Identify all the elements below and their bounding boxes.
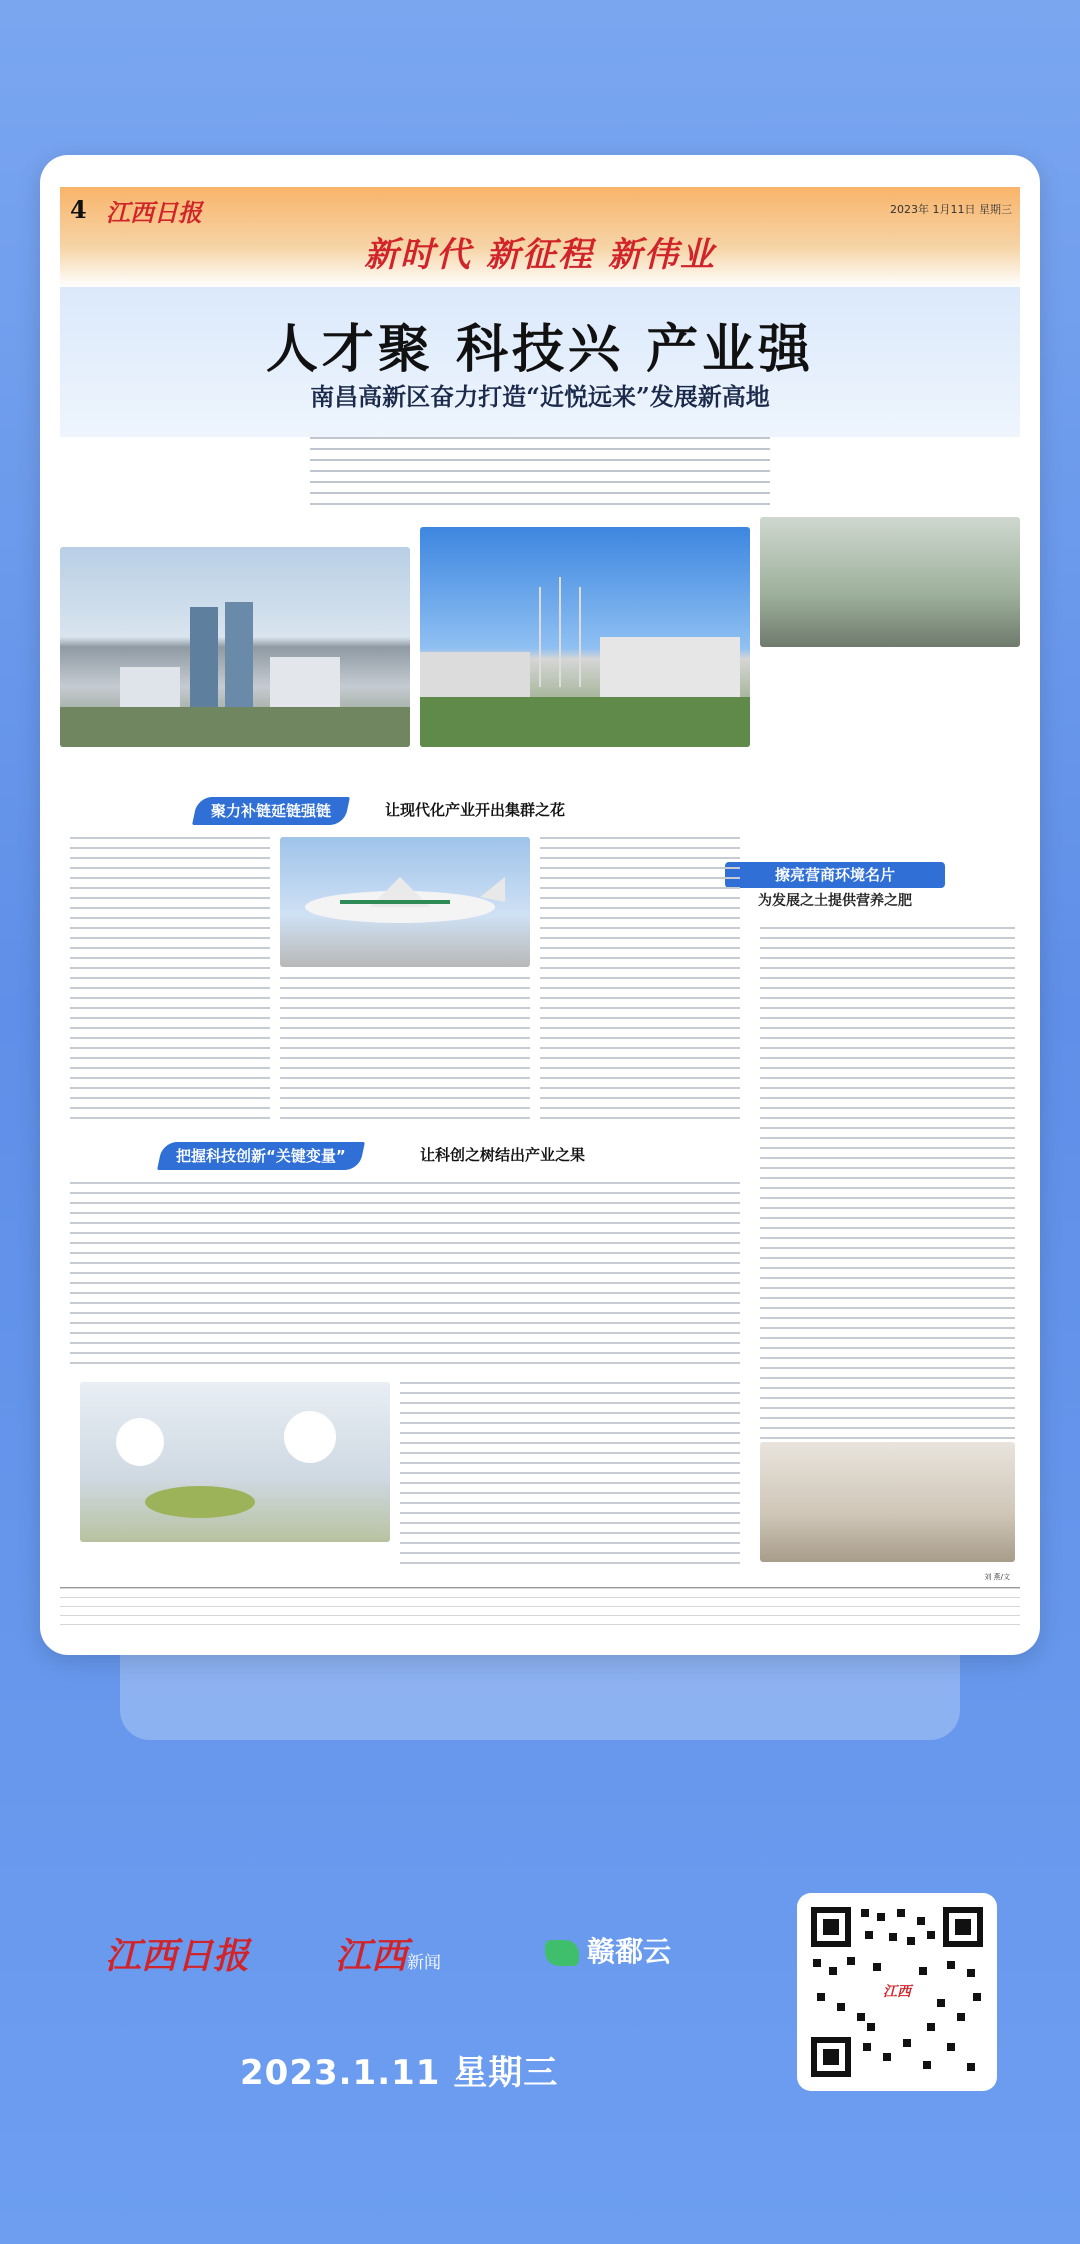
- article-text-col3: [540, 837, 740, 1127]
- page-footer-info: [60, 1587, 1020, 1632]
- headline-block: [60, 287, 1020, 437]
- section2-header: [160, 1142, 720, 1170]
- jiangxi-news-logo[interactable]: 江西新闻: [335, 1935, 442, 1977]
- photo-laboratory: [80, 1382, 390, 1542]
- issue-date: 2023年 1月11日 星期三: [890, 203, 1012, 216]
- article-text-section2: [70, 1182, 740, 1372]
- article-text-col1: [70, 837, 270, 1127]
- subheadline: 南昌高新区奋力打造“近悦远来”发展新高地: [310, 382, 770, 411]
- photo-meeting: [760, 517, 1020, 647]
- section2-tag: 把握科技创新“关键变量”: [157, 1142, 365, 1170]
- qr-center-logo: 江西: [877, 1973, 917, 2011]
- qr-code[interactable]: [797, 1893, 997, 2091]
- slogan: 新时代 新征程 新伟业: [364, 235, 716, 275]
- masthead-logo: 江西日报: [106, 198, 202, 227]
- page-banner: [60, 187, 1020, 287]
- section1-title: 让现代化产业开出集群之花: [385, 801, 566, 819]
- author: 刘 燕/文: [984, 1573, 1010, 1581]
- ganpoyun-icon: [545, 1940, 579, 1966]
- article-text-col2: [280, 977, 530, 1127]
- lead-text: [310, 437, 770, 507]
- newspaper-card[interactable]: [40, 155, 1040, 1655]
- ganpoyun-logo[interactable]: 赣鄱云: [545, 1930, 671, 1970]
- photo-company-building: [420, 527, 750, 747]
- section1-tag: 聚力补链延链强链: [192, 797, 350, 825]
- jiangxi-daily-logo[interactable]: 江西日报: [105, 1935, 250, 1977]
- headline: 人才聚 科技兴 产业强: [265, 319, 815, 380]
- section2-title: 让科创之树结出产业之果: [420, 1146, 586, 1164]
- section1-header: [195, 797, 715, 825]
- publication-date: 2023.1.11 星期三: [240, 2053, 559, 2093]
- photo-hightech-park: [60, 547, 410, 747]
- photo-c919-aircraft: [280, 837, 530, 967]
- section-right-top: 擦亮营商环境名片: [725, 862, 945, 888]
- page-number: 4: [70, 195, 87, 224]
- article-text-section2-b: [400, 1382, 740, 1567]
- section-right-sub: 为发展之土提供营养之肥: [758, 893, 912, 909]
- newspaper-page: [60, 187, 1020, 1632]
- photo-interior: [760, 1442, 1015, 1562]
- business-env-heading: [725, 862, 945, 918]
- card-shadow: [120, 1650, 960, 1740]
